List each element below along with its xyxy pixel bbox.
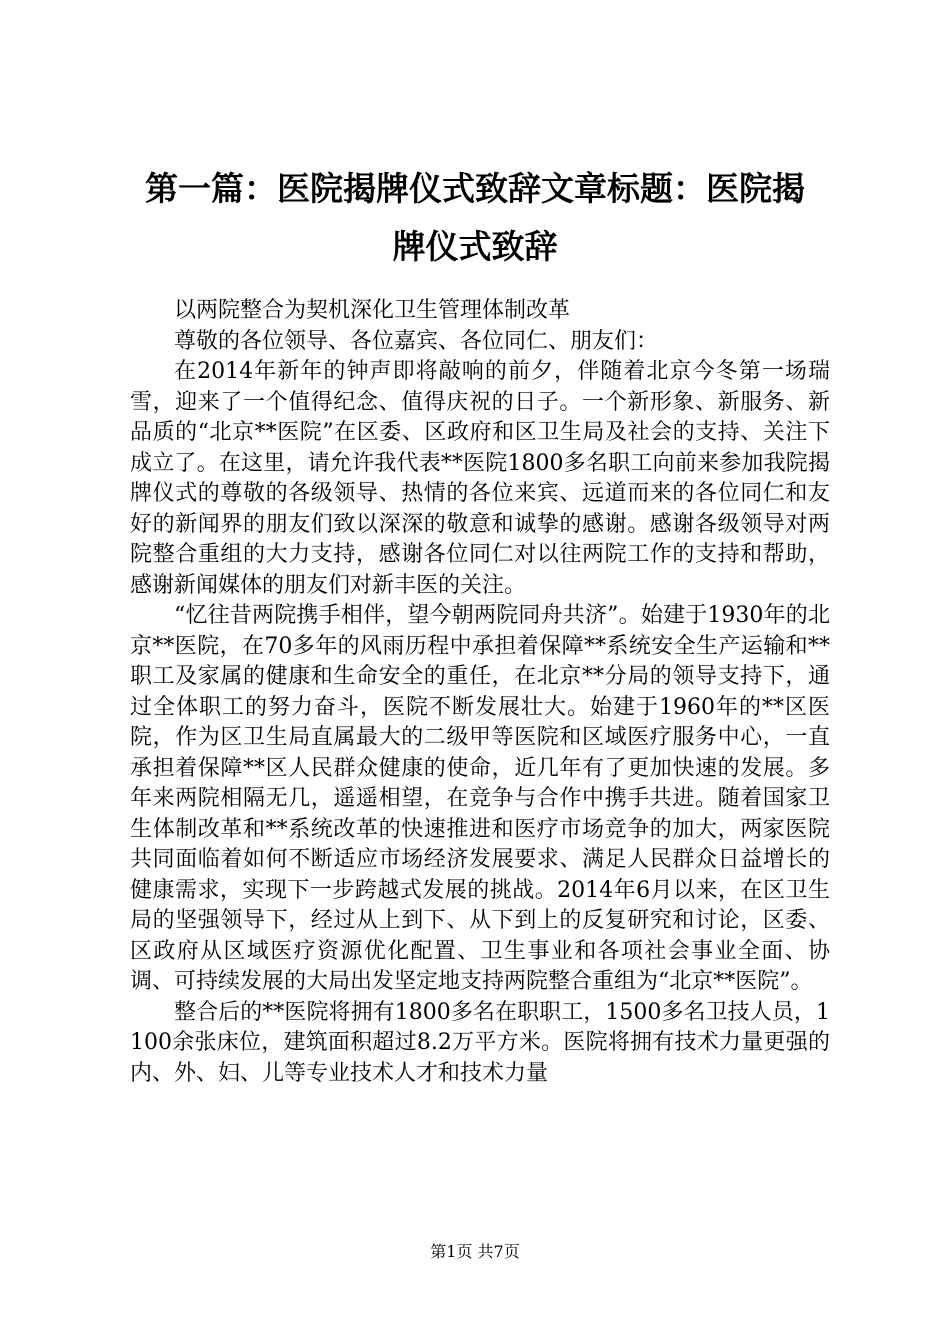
subtitle: 以两院整合为契机深化卫生管理体制改革 <box>174 298 571 323</box>
page-footer: 第1页 共7页 <box>430 1242 520 1261</box>
paragraph-2: “忆往昔两院携手相伴，望今朝两院同舟共济”。始建于1930年的北京**医院，在70多年的风雨历程中承担着保障**系统安全生产运输和**职工及家属的健康和生命安全的重任，在北京**分局的领导支持下，通过全体职工的努力奋斗，医院不断发展壮大。始建于1960年的**区医院，作为区卫生局直属最大的二级甲等医院和区域医疗服务中心，一直承担着保障**区人民群众健康的使命，近几年有了更加快速的发展。多年来两院相隔无几，遥遥相望，在竞争与合作中携手共进。随着国家卫生体制改革和**系统改革的快速推进和医疗市场竞争的加大，两家医院共同面临着如何不断适应市场经济发展要求、满足人民群众日益增长的健康需求，实现下一步跨越式发展的挑战。2014年6月以来，在区卫生局的坚强领导下，经过从上到下、从下到上的反复研究和讨论，区委、区政府从区域医疗资源优化配置、卫生事业和各项社会事业全面、协调、可持续发展的大局出发坚定地支持两院整合重组为“北京**医院”。 <box>130 603 830 994</box>
document-title <box>100 160 850 276</box>
document-body <box>130 296 830 1089</box>
title-line-2: 牌仪式致辞 <box>392 227 558 266</box>
salutation: 尊敬的各位领导、各位嘉宾、各位同仁、朋友们： <box>174 328 659 354</box>
paragraph-1: 在2014年新年的钟声即将敲响的前夕，伴随着北京今冬第一场瑞雪，迎来了一个值得纪念、值得庆祝的日子。一个新形象、新服务、新品质的“北京**医院”在区委、区政府和区卫生局及社会的支持、关注下成立了。在这里，请允许我代表**医院1800多名职工向前来参加我院揭牌仪式的尊敬的各级领导、热情的各位来宾、远道而来的各位同仁和友好的新闻界的朋友们致以深深的敬意和诚挚的感谢。感谢各级领导对两院整合重组的大力支持，感谢各位同仁对以往两院工作的支持和帮助，感谢新闻媒体的朋友们对新丰医的关注。 <box>130 359 830 598</box>
paragraph-3: 整合后的**医院将拥有1800多名在职职工，1500多名卫技人员，1100余张床位，建筑面积超过8.2万平方米。医院将拥有技术力量更强的内、外、妇、儿等专业技术人才和技术力量 <box>130 999 830 1086</box>
title-line-1: 第一篇：医院揭牌仪式致辞文章标题：医院揭 <box>145 169 805 208</box>
